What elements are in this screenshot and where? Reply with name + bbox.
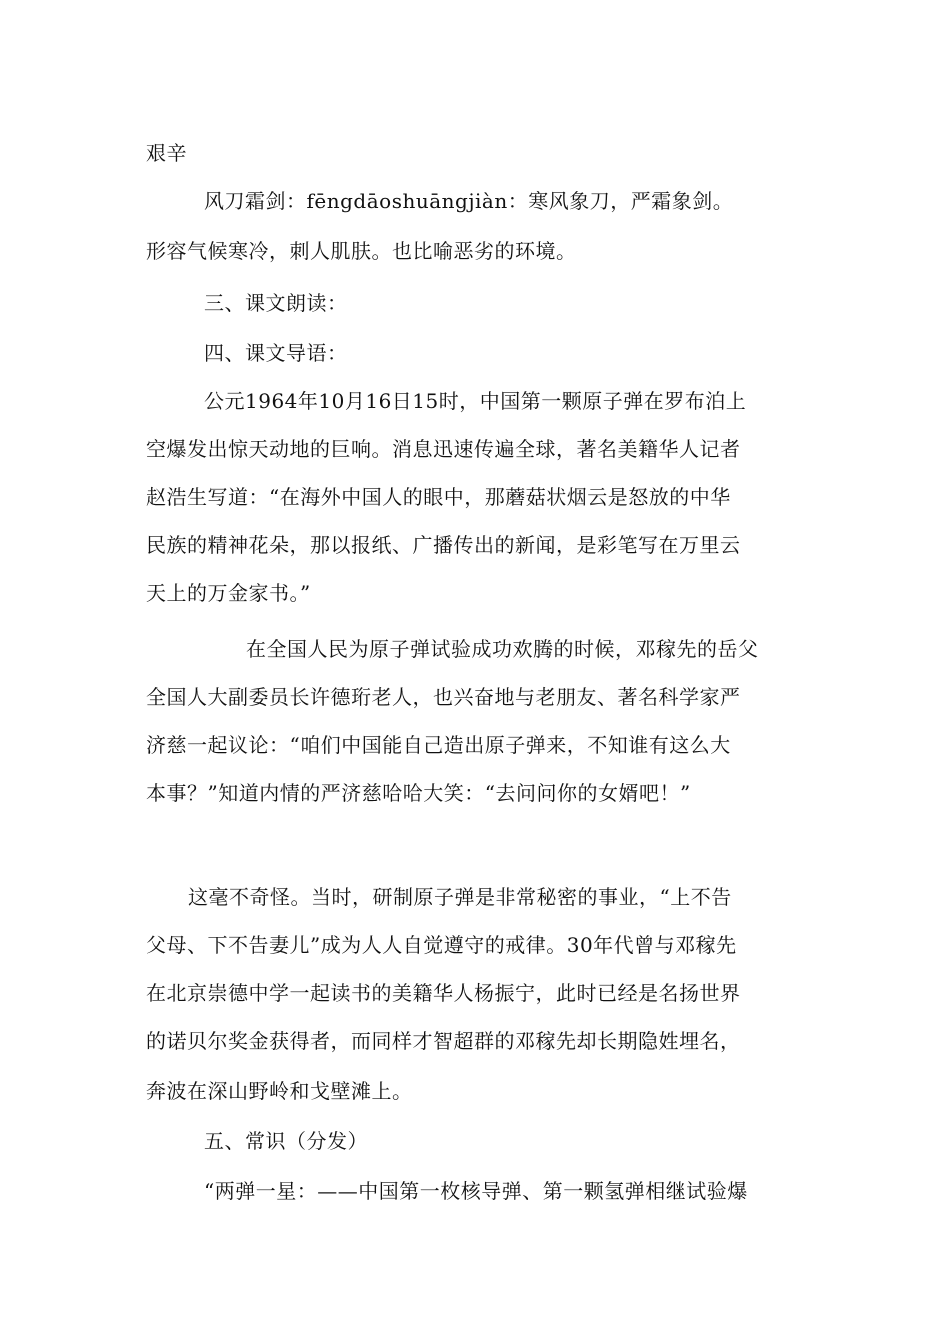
text-line: 艰辛 bbox=[146, 141, 187, 165]
section-heading: 三、课文朗读： bbox=[204, 291, 348, 315]
text-line: 形容气候寒冷，刺人肌肤。也比喻恶劣的环境。 bbox=[146, 239, 577, 263]
text-line: 公元1964年10月16日15时，中国第一颗原子弹在罗布泊上 bbox=[204, 389, 747, 413]
text-line: 奔波在深山野岭和戈壁滩上。 bbox=[146, 1079, 413, 1103]
text-line: 这毫不奇怪。当时，研制原子弹是非常秘密的事业，“上不告 bbox=[188, 885, 732, 909]
section-heading: 四、课文导语： bbox=[204, 341, 348, 365]
text-line: 的诺贝尔奖金获得者，而同样才智超群的邓稼先却长期隐姓埋名， bbox=[146, 1029, 741, 1053]
text-line: 空爆发出惊天动地的巨响。消息迅速传遍全球，著名美籍华人记者 bbox=[146, 437, 741, 461]
text-line: 本事？”知道内情的严济慈哈哈大笑：“去问问你的女婿吧！” bbox=[146, 781, 691, 805]
text-line: 在北京崇德中学一起读书的美籍华人杨振宁，此时已经是名扬世界 bbox=[146, 981, 741, 1005]
text-line: 父母、下不告妻儿”成为人人自觉遵守的戒律。30年代曾与邓稼先 bbox=[146, 933, 737, 957]
text-line: 赵浩生写道：“在海外中国人的眼中，那蘑菇状烟云是怒放的中华 bbox=[146, 485, 731, 509]
text-line: 全国人大副委员长许德珩老人，也兴奋地与老朋友、著名科学家严 bbox=[146, 685, 741, 709]
text-line: “两弹一星：——中国第一枚核导弹、第一颗氢弹相继试验爆 bbox=[204, 1179, 748, 1203]
text-line: 天上的万金家书。” bbox=[146, 581, 311, 605]
text-line: 民族的精神花朵，那以报纸、广播传出的新闻，是彩笔写在万里云 bbox=[146, 533, 741, 557]
text-line: 在全国人民为原子弹试验成功欢腾的时候，邓稼先的岳父 bbox=[246, 637, 759, 661]
text-line: 风刀霜剑：fēngdāoshuāngjiàn：寒风象刀，严霜象剑。 bbox=[204, 189, 734, 213]
text-line: 济慈一起议论：“咱们中国能自己造出原子弹来，不知谁有这么大 bbox=[146, 733, 731, 757]
section-heading: 五、常识（分发） bbox=[204, 1129, 368, 1153]
